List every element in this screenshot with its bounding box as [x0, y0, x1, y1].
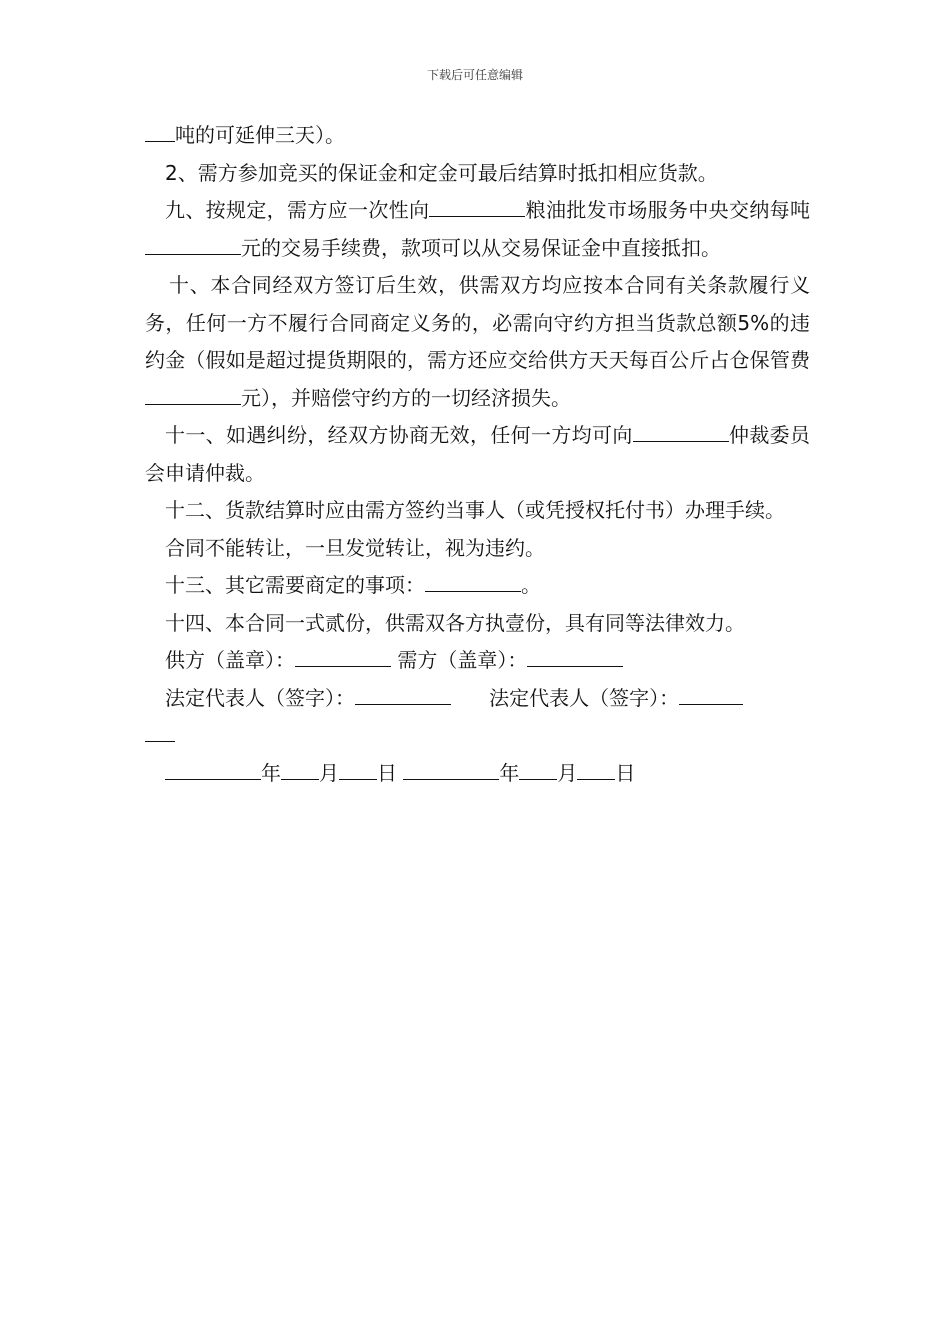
paragraph-clause-12: 十二、货款结算时应由需方签约当事人（或凭授权托付书）办理手续。 — [165, 498, 785, 522]
paragraph-clause-10 — [145, 267, 810, 417]
paragraph-text: 十、本合同经双方签订后生效，供需双方均应按本合同有关条款履行义务，任何一方不履行合同商定义务的，必需向守约方担当货款总额5%的违约金（假如是超过提货期限的，需方还应交给供方天天每百公斤占仓保管费 — [145, 273, 810, 372]
day-label: 日 — [615, 760, 636, 785]
buyer-representative-label: 法定代表人（签字）： — [489, 685, 680, 710]
day-label: 日 — [377, 760, 397, 785]
buyer-representative-field-cont[interactable] — [145, 717, 175, 742]
paragraph-text: 元的交易手续费，款项可以从交易保证金中直接抵扣。 — [241, 235, 721, 260]
date-line — [145, 755, 810, 793]
buyer-representative-field[interactable] — [679, 680, 743, 705]
header-note: 下载后可任意编辑 — [426, 68, 523, 82]
signature-seal-line — [145, 642, 810, 680]
buyer-seal-label: 需方（盖章）： — [397, 648, 528, 672]
paragraph-clause-14: 十四、本合同一式贰份，供需双各方执壹份，具有同等法律效力。 — [165, 610, 745, 635]
paragraph-clause-9 — [145, 192, 810, 267]
representative-line-wrap — [145, 717, 810, 755]
paragraph-no-transfer: 合同不能转让，一旦发觉转让，视为违约。 — [165, 535, 545, 560]
paragraph-text: 。 — [521, 573, 541, 597]
supplier-year-field[interactable] — [165, 755, 261, 780]
blank-field[interactable] — [425, 567, 521, 592]
supplier-month-field[interactable] — [281, 755, 319, 780]
paragraph-text: 吨的可延伸三天）。 — [175, 123, 345, 147]
month-label: 月 — [319, 760, 339, 785]
supplier-representative-label: 法定代表人（签字）： — [165, 685, 355, 710]
blank-field[interactable] — [633, 417, 729, 442]
contract-body — [145, 117, 810, 792]
buyer-month-field[interactable] — [519, 755, 557, 780]
paragraph-text: 九、按规定，需方应一次性向 — [165, 198, 430, 222]
supplier-seal-field[interactable] — [295, 642, 391, 667]
blank-field[interactable] — [145, 380, 241, 405]
year-label: 年 — [261, 760, 281, 785]
supplier-representative-field[interactable] — [355, 680, 451, 705]
blank-field[interactable] — [145, 117, 175, 142]
supplier-day-field[interactable] — [339, 755, 377, 780]
supplier-seal-label: 供方（盖章）： — [165, 648, 295, 672]
blank-field[interactable] — [429, 192, 525, 217]
paragraph-text: 十三、其它需要商定的事项： — [165, 573, 425, 597]
buyer-seal-field[interactable] — [527, 642, 623, 667]
blank-field[interactable] — [145, 230, 241, 255]
paragraph-text: 十一、如遇纠纷，经双方协商无效，任何一方均可向 — [165, 423, 633, 447]
paragraph-text: 粮油批发市场服务中央交纳每吨 — [525, 198, 811, 222]
paragraph-continuation — [145, 117, 810, 155]
year-label: 年 — [499, 760, 520, 785]
buyer-day-field[interactable] — [577, 755, 615, 780]
buyer-year-field[interactable] — [403, 755, 499, 780]
month-label: 月 — [557, 760, 578, 785]
paragraph-clause-13 — [145, 567, 810, 605]
representative-line — [145, 680, 810, 718]
paragraph-text: 仲裁委员会申请仲裁。 — [145, 423, 811, 485]
paragraph-text: 元），并赔偿守约方的一切经济损失。 — [241, 385, 571, 410]
paragraph-item-2: 2、需方参加竞买的保证金和定金可最后结算时抵扣相应货款。 — [165, 160, 718, 185]
paragraph-clause-11 — [145, 417, 810, 492]
